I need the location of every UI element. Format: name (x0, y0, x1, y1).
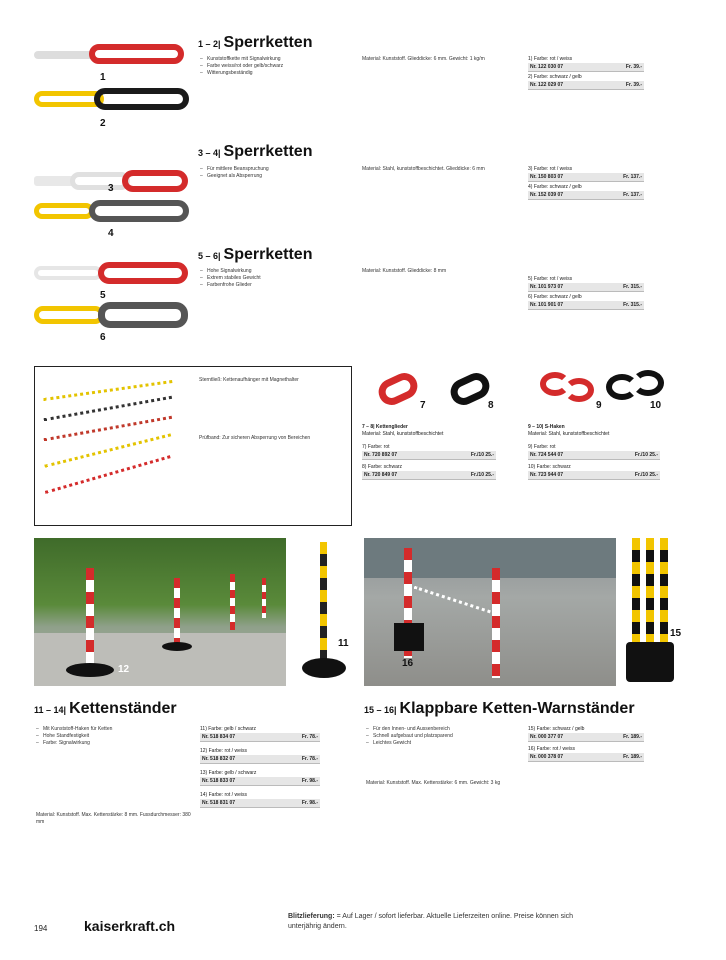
chain-5-image (34, 262, 189, 284)
warn-material: Material: Kunststoff. Max. Kettenstärke: 6 mm. Gewicht: 3 kg (366, 780, 501, 786)
section-2-material: Material: Stahl, kunststoffbeschichtet. Glieddicke: 6 mm (362, 166, 485, 172)
section-3-bullets: – Hohe Signalwirkung – Extrem stabiles Gewicht – Farbenfrohe Glieder (200, 268, 350, 289)
warn-bullets: – Für den Innen- und Aussenbereich – Schnell aufgebaut und platzsparend – Leichtes Gewicht (366, 726, 522, 747)
section-3-material: Material: Kunststoff. Glieddicke: 8 mm (362, 268, 447, 274)
order-row: Nr. 723 944 07 Fr./10 25.- (530, 472, 658, 478)
photo-11-number: 11 (338, 638, 349, 649)
hook-9-number: 9 (596, 400, 602, 411)
hook-7-number: 7 (420, 400, 426, 411)
stand-title: 11 – 14| Kettenständer (34, 700, 177, 717)
order-row: Nr. 518 832 07 Fr. 78.- (202, 756, 318, 762)
photo-stands-outdoor (34, 538, 286, 686)
photo-stand-yellow (294, 538, 356, 686)
photo-16-number: 16 (402, 658, 414, 669)
chain-3-number: 3 (108, 183, 114, 194)
order-row: Nr. 000 377 07 Fr. 189.- (530, 734, 642, 740)
info-box (34, 366, 352, 526)
chain-rows-image (43, 377, 183, 517)
hook-9-image (540, 368, 600, 408)
section-3-title: 5 – 6| Sperrketten (198, 246, 313, 263)
brand-logo: kaiserkraft.ch (84, 918, 176, 934)
chain-2-image (34, 88, 189, 110)
section-1-order: 1) Farbe: rot / weiss Nr. 122 030 07 Fr. 39.- 2) Farbe: schwarz / gelb Nr. 122 029 07 Fr. 39.- (528, 56, 642, 88)
photo-stand-black-yellow (626, 538, 686, 686)
order-row: Nr. 518 834 07 Fr. 78.- (202, 734, 318, 740)
section-1-title: 1 – 2| Sperrketten (198, 34, 313, 51)
warn-order: 15) Farbe: schwarz / gelb Nr. 000 377 07 Fr. 189.- 16) Farbe: rot / weiss Nr. 000 378 07 Fr. 189.- (528, 726, 642, 760)
box-text-2: Prüfband: Zur sicheren Absperrung von Bereichen (199, 435, 311, 441)
order-row: Nr. 101 973 07 Fr. 315.- (530, 284, 642, 290)
order-row: Nr. 724 544 07 Fr./10 25.- (530, 452, 658, 458)
photo-warn-stands (364, 538, 616, 686)
warn-title: 15 – 16| Klappbare Ketten-Warnständer (364, 700, 635, 717)
order-row: Nr. 152 039 07 Fr. 137.- (530, 192, 642, 198)
hooks-7-8-order: 7 – 8| Kettenglieder Material: Stahl, kunststoffbeschichtet 7) Farbe: rot Nr. 720 892 07 Fr./10 25.- 8) Farbe: schwarz Nr. 720 849 07 Fr./10 25.- (362, 424, 494, 478)
photo-12-number: 12 (118, 664, 130, 675)
stand-order: 11) Farbe: gelb / schwarz Nr. 518 834 07 Fr. 78.- 12) Farbe: rot / weiss Nr. 518 832 07 Fr. 78.- 13) Farbe: gelb / schwarz Nr. 518 833 07 Fr. 98.- 14) Farbe: rot / weiss Nr. 518 831 07 Fr. 98.- (200, 726, 318, 806)
footer-note: Blitzlieferung: = Auf Lager / sofort lieferbar. Aktuelle Lieferzeiten online. Preise können sich unterjährig ändern. (288, 913, 574, 930)
stand-bullets: – Mit Kunststoff-Haken für Ketten – Hohe Standfestigkeit – Farbe: Signalwirkung (36, 726, 192, 747)
stand-material: Material: Kunststoff. Max. Kettenstärke: 8 mm. Fussdurchmesser: 380 mm (36, 812, 191, 825)
order-row: Nr. 720 892 07 Fr./10 25.- (364, 452, 494, 458)
hook-8-number: 8 (488, 400, 494, 411)
chain-6-number: 6 (100, 332, 106, 343)
hooks-9-10-order: 9 – 10| S-Haken Material: Stahl, kunststoffbeschichtet 9) Farbe: rot Nr. 724 544 07 Fr./10 25.- 10) Farbe: schwarz Nr. 723 944 07 Fr./10 25.- (528, 424, 658, 478)
chain-6-image (34, 302, 189, 328)
order-row: Nr. 518 833 07 Fr. 98.- (202, 778, 318, 784)
section-2-title: 3 – 4| Sperrketten (198, 143, 313, 160)
order-row: Nr. 122 030 07 Fr. 39.- (530, 64, 642, 70)
hook-7-image (374, 370, 424, 410)
order-row: Nr. 720 849 07 Fr./10 25.- (364, 472, 494, 478)
order-row: Nr. 000 378 07 Fr. 189.- (530, 754, 642, 760)
photo-15-number: 15 (670, 628, 682, 639)
box-text-1: Sterntließ: Kettenaufhänger mit Magnethalter (199, 377, 299, 383)
section-1-bullets: – Kunststoffkette mit Signalwirkung – Farbe weiss/rot oder gelb/schwarz – Witterungsbeständig (200, 56, 350, 77)
order-row: Nr. 101 901 07 Fr. 315.- (530, 302, 642, 308)
page-number: 194 (34, 924, 48, 933)
order-row: Nr. 150 803 07 Fr. 137.- (530, 174, 642, 180)
chain-1-number: 1 (100, 72, 106, 83)
section-2-order: 3) Farbe: rot / weiss Nr. 150 803 07 Fr. 137.- 4) Farbe: schwarz / gelb Nr. 152 039 07 Fr. 137.- (528, 166, 642, 198)
section-3-order: 5) Farbe: rot / weiss Nr. 101 973 07 Fr. 315.- 6) Farbe: schwarz / gelb Nr. 101 901 07 Fr. 315.- (528, 276, 642, 308)
order-row: Nr. 122 029 07 Fr. 39.- (530, 82, 642, 88)
chain-4-image (34, 200, 189, 222)
order-row: Nr. 518 831 07 Fr. 98.- (202, 800, 318, 806)
section-1-material: Material: Kunststoff. Glieddicke: 6 mm. Gewicht: 1 kg/m (362, 56, 485, 62)
section-2-bullets: – Für mittlere Beanspruchung – Geeignet als Absperrung (200, 166, 350, 180)
chain-1-image (34, 44, 189, 66)
chain-5-number: 5 (100, 290, 106, 301)
hook-10-number: 10 (650, 400, 662, 411)
chain-2-number: 2 (100, 118, 106, 129)
chain-4-number: 4 (108, 228, 114, 239)
